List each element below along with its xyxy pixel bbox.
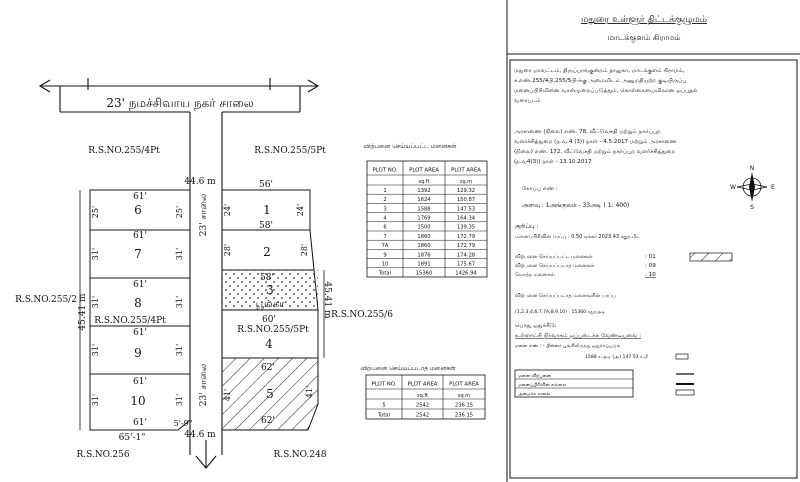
plot-6-right-dim: 25' [175, 205, 184, 219]
table2-cell: 236.15 [454, 402, 474, 409]
plot-7-top-dim: 61' [133, 231, 147, 241]
side-road-label-top: 23' சாலை [199, 193, 209, 237]
authority-title: மதுரை உள்ளூர் திட்டக்குழுமம் [581, 15, 707, 25]
local-body-line: உள்ளாட்சி நிர்வாகம் ஒப்படைக்க வேண்டியவை : [515, 333, 642, 339]
table1-cell: 1891 [417, 261, 431, 268]
road-width-top: 44.6 m [184, 177, 216, 187]
table1-cell: 7A [381, 243, 389, 250]
table2-header-cell: PLOT AREA [449, 381, 479, 388]
table1-cell: 6 [383, 224, 387, 231]
table1-cell: 1392 [417, 187, 431, 194]
plot-8-top-dim: 61' [133, 280, 147, 290]
left-dimension-label: 45.41 m [78, 293, 88, 331]
government-order-block [514, 128, 678, 165]
total-label: மொத்த மனைகள் [515, 272, 555, 278]
plot-1-top-dim: 56' [259, 180, 273, 190]
plot-6-top-dim: 61' [133, 192, 147, 202]
legend-road-label: அமைக்க சாலை [518, 392, 551, 397]
table1-cell: 164.34 [456, 215, 476, 222]
plot-9-right-dim: 31' [175, 343, 184, 357]
compass-south: S [750, 204, 754, 211]
table1-cell: 172.79 [456, 233, 476, 240]
survey-bottom-right: R.S.NO.248 [273, 450, 327, 460]
left-bottom-width: 65'-1" [118, 433, 146, 443]
table2-unit-cell: sq.ft [416, 393, 429, 399]
table1-caption: விற்பனை செய்யப்பட்ட மனைகள் [363, 143, 457, 150]
table2-cell: 2542 [415, 412, 430, 419]
survey-center-left: R.S.NO.255/4Pt [94, 316, 166, 326]
park-legend-swatch [676, 354, 688, 359]
plot-7-number: 7 [134, 247, 142, 261]
compass-east: E [771, 184, 775, 191]
plot-8-left-dim: 31' [91, 295, 100, 309]
table1-cell: 1 [383, 187, 387, 194]
table1-cell: 150.87 [456, 197, 476, 204]
compass-west: W [730, 184, 736, 191]
sold-legend-swatch [690, 253, 732, 261]
table1-cell: 9 [383, 252, 387, 259]
table1-cell: 1500 [417, 224, 431, 231]
plot-5-number: 5 [266, 387, 274, 401]
sold-count: : 01 [645, 254, 656, 260]
plot-1-right-dim: 24' [296, 203, 305, 217]
park-label: பூங்கா [255, 299, 285, 310]
table1-cell: 1860 [417, 233, 431, 240]
table1-cell: 1624 [417, 197, 431, 204]
table1-cell: 174.28 [456, 252, 476, 259]
survey-top-left: R.S.NO.255/4Pt [88, 146, 160, 156]
plot-10-number: 10 [130, 394, 146, 408]
side-road-label-bottom: 23' சாலை [199, 363, 209, 407]
plot-5-right-dim: 41' [305, 385, 314, 399]
table1-cell: 1769 [417, 215, 431, 222]
plot-10-right-dim: 31' [175, 393, 184, 407]
unsold-label: விற்பனை செய்யப்படாத மனைகள் [515, 263, 595, 269]
table2-cell: 2542 [415, 402, 430, 409]
table2-cell: 5 [382, 402, 386, 409]
plot-9-number: 9 [134, 346, 142, 360]
table1-cell: Total [378, 270, 392, 277]
plot-2-left-dim: 28' [223, 243, 232, 257]
table2-cell: 236.15 [454, 412, 474, 419]
order-line: வளர்ச்சித்துறை (ந.வ.4 (3)) நாள் - 4.5.2017 மற்றும் அரசாணை [514, 139, 677, 145]
plot-5-bottom-dim: 62' [261, 416, 275, 426]
survey-top-right: R.S.NO.255/5Pt [254, 146, 326, 156]
sold-label: விற்பனை செய்யப்பட்ட மனைகள் [515, 254, 593, 260]
unsold-count: : 09 [645, 263, 656, 269]
table1-unit-cell: sq.m [459, 179, 473, 185]
plot-3-bottom-dim: 60' [262, 315, 276, 325]
plot-5-left-dim: 41' [223, 388, 232, 402]
unsold-plots-line: (1,2,3,4,6,7,7A,8,9,10) : 15360 சதுரஅடி [515, 310, 606, 315]
park-area: 1588 ச.அடி (அ) 147.53 ச.மீ [585, 355, 648, 360]
plot-1-bottom-dim: 58' [259, 221, 273, 231]
survey-center-right: R.S.NO.255/5Pt [237, 325, 309, 335]
table2-unit-cell: sq.m [457, 393, 471, 399]
survey-right: R.S.NO.255/6 [331, 310, 393, 320]
legend-table [515, 370, 694, 397]
legend-unsold-label: மனைப்பிரிவின் எல்லை [518, 383, 566, 388]
plot-8-number: 8 [134, 296, 142, 310]
address-line: மதுரை மாவட்டம், திருப்பரங்குன்றம் தாலுகா, மாடக்குளம் கிராமம், [514, 68, 685, 74]
plot-10-left-dim: 31' [91, 393, 100, 407]
address-line: மனைப்பிரிவினை வரன்முறைப்படுத்தும், கொள்கையைவிலான ஒப்புதல் [514, 88, 698, 94]
address-line: ச.எண்.255/4பி,255/5பி-க்கு அமைவிடம் அனுமதியற்ற குடியிருப்பு [514, 78, 687, 84]
table2-header-cell: PLOT AREA [407, 381, 438, 388]
total-count: : 10 [645, 272, 656, 278]
table1-cell: 2 [383, 197, 387, 204]
table2-caption: விற்பனை செய்யப்படாத மனைகள் [360, 365, 456, 372]
north-arrow-icon [730, 165, 775, 211]
village-name: மாடக்குளம் கிராமம் [607, 33, 681, 42]
plot-3-number: 3 [266, 283, 274, 297]
table1-cell: 147.53 [456, 206, 476, 213]
left-bottom-corner: 5'-9" [173, 419, 193, 428]
plot-10-bottom-dim: 61' [133, 418, 147, 428]
file-number: கோப்பு எண் : [522, 186, 558, 192]
address-block [514, 68, 698, 104]
survey-left: R.S.NO.255/2 [15, 295, 77, 305]
right-dimension-label: 45.41 m [322, 281, 332, 319]
order-line: (நிலை) எண். 172, வீட்டுவசதி மற்றும் நகர்ப்புற வளர்ச்சித்துறை [514, 149, 676, 155]
plot-6-number: 6 [134, 203, 142, 217]
table1-cell: 4 [383, 215, 387, 222]
plot-2-number: 2 [263, 245, 271, 259]
order-line: அரசாணை (நிலை) எண். 78, வீட்டுவசதி மற்றும் நகர்ப்புற [514, 129, 661, 135]
plot-4-number: 4 [265, 337, 273, 351]
park-line: மனை எண் : - பின்னர் பூங்கிலிருந்து ஒதுக்கப்படும் [515, 344, 621, 349]
public-use-title: பொது ஒதுக்கீடு: [515, 323, 557, 329]
plot-1-left-dim: 24' [223, 203, 232, 217]
note-title: குறிப்பு : [515, 223, 539, 230]
table1-cell: 1860 [417, 243, 431, 250]
table1-unit-cell: sq.ft [418, 179, 430, 185]
plot-3-top-dim: 58' [260, 273, 274, 283]
compass-north: N [749, 165, 755, 172]
table2-cell: Total [377, 412, 391, 419]
plot-9-top-dim: 61' [133, 328, 147, 338]
table1-cell: 172.79 [456, 243, 476, 250]
plot-10-top-dim: 61' [133, 377, 147, 387]
plot-8-right-dim: 31' [175, 295, 184, 309]
table2-header-cell: PLOT NO. [371, 381, 397, 388]
plot-7-left-dim: 31' [91, 247, 100, 261]
plot-5-top-dim: 62' [261, 363, 275, 373]
plot-2-right-dim: 28' [300, 243, 309, 257]
unsold-plots-table [366, 375, 485, 419]
plot-1-number: 1 [263, 203, 271, 217]
road-width-bottom: 44.6 m [184, 430, 216, 440]
plot-7-right-dim: 31' [175, 247, 184, 261]
table1-header-cell: PLOT AREA [409, 167, 439, 174]
main-road-label: 23' நமச்சிவாய நகர் சாலை [106, 96, 254, 110]
order-line: (ந.வ4(3)) நாள் - 13.10.2017 [514, 159, 592, 165]
table1-cell: 1588 [417, 206, 431, 213]
sold-plots-table [367, 161, 487, 277]
plot-6-left-dim: 25' [91, 205, 100, 219]
legend-sold-label: மனை விற்பனை [518, 374, 552, 379]
table1-cell: 175.67 [456, 261, 476, 268]
unsold-plots-title: விற்பனை செய்யப்படாத மனைகளின் பரப்பு [515, 293, 616, 299]
table1-cell: 10 [381, 261, 389, 268]
table1-cell: 129.32 [456, 187, 476, 194]
address-line: வரைபடம் [514, 98, 541, 104]
table1-cell: 7 [383, 233, 387, 240]
note-line: மனைப்பிரிவின் பரப்பு : 0.50 ஏக்கர் 2023.43 சதுர.மீட் [515, 234, 640, 240]
scale-label: அளவு : 1அங்குலம் - 33அடி ( 1: 400) [522, 202, 630, 209]
table1-header-cell: PLOT AREA [451, 167, 481, 174]
table1-cell: 1876 [417, 252, 431, 259]
table1-cell: 15360 [415, 270, 433, 277]
plot-9-left-dim: 31' [91, 343, 100, 357]
table1-cell: 3 [383, 206, 387, 213]
survey-bottom-left: R.S.NO.256 [76, 450, 130, 460]
table1-header-cell: PLOT NO. [372, 167, 398, 174]
table1-cell: 139.35 [456, 224, 476, 231]
table1-cell: 1426.94 [455, 270, 477, 277]
